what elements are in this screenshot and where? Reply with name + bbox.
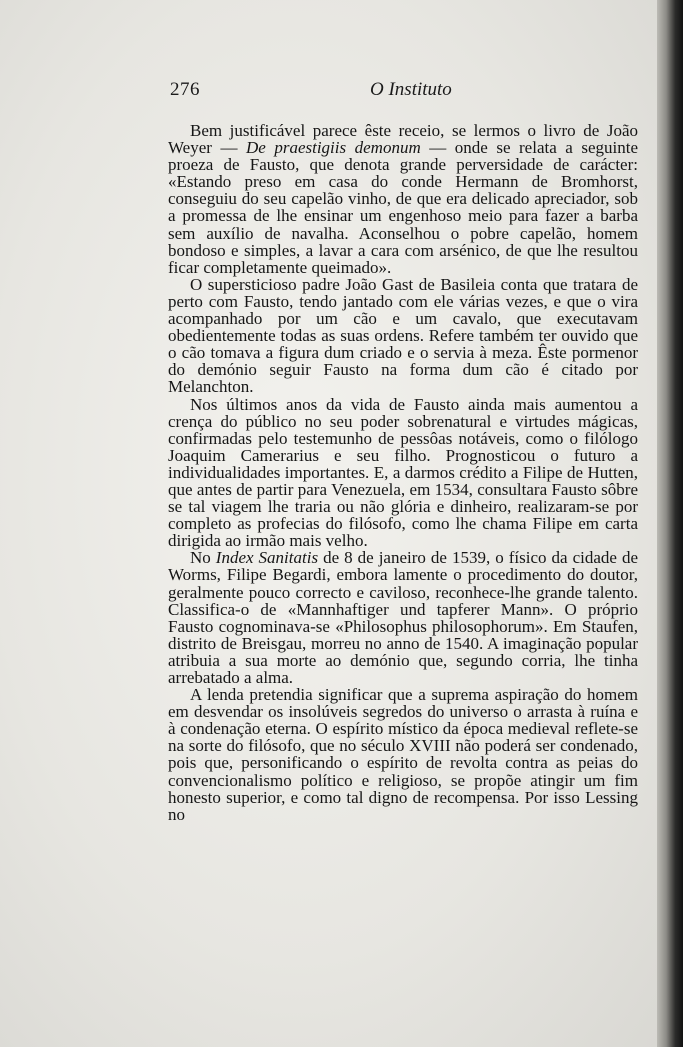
page-header bbox=[170, 79, 640, 103]
running-title: O Instituto bbox=[370, 79, 452, 100]
text-segment: O supersticioso padre João Gast de Basileia conta que tratara de perto com Fausto, tendo jantado com ele várias vezes, e que o vira acompanhado por um cão e um cavalo, que executavam obedientemente todas as suas ordens. Refere também ter ouvido que o cão tomava a figura dum criado e o servia à meza. Êste pormenor do demónio seguir Fausto na forma dum cão é citado por Melanchton. bbox=[168, 274, 638, 397]
book-binding-shadow bbox=[657, 0, 683, 1047]
text-segment: Bem justificável parece êste receio, se lermos o livro de João Weyer — bbox=[168, 121, 638, 158]
text-segment: A lenda pretendia significar que a suprema aspiração do homem em desvendar os insolúveis segredos do universo o arrasta à ruína e à condenação eterna. O espírito místico da época medieval reflete-se na sorte do filósofo, que no século XVIII não poderá ser condenado, pois que, personificando o espírito de revolta contra as peias do convencionalismo político e religioso, se propõe atingir um fim honesto superior, e como tal digno de recompensa. Por isso Lessing no bbox=[168, 685, 638, 824]
book-title-italic: De praestigiis demonum bbox=[245, 138, 421, 158]
text-segment: de 8 de janeiro de 1539, o físico da cidade de Worms, Filipe Begardi, embora lamente o procedimento do doutor, geralmente pouco correcto e caviloso, reconhece-lhe grande talento. Classifica-o de «Mannhaftiger und tapferer Mann». O próprio Fausto cognominava-se «Philosophus philosophorum». Em Staufen, distrito de Breisgau, morreu no anno de 1540. A imaginação popular atribuia a sua morte ao demónio que, segundo corria, lhe tinha arrebatado a alma. bbox=[168, 548, 639, 687]
paragraph bbox=[168, 122, 638, 276]
body-text bbox=[168, 122, 638, 823]
text-segment: No bbox=[190, 548, 216, 568]
book-title-italic: Index Sanitatis bbox=[215, 548, 319, 568]
paragraph bbox=[168, 276, 638, 396]
paragraph bbox=[168, 686, 638, 823]
page-number: 276 bbox=[170, 79, 200, 100]
text-segment: — onde se relata a seguinte proeza de Fausto, que denota grande perversidade de carácter: «Estando preso em casa do conde Hermann de Bromhorst, conseguiu do seu capelão vinho, de que era delicado apreciador, sob a promessa de lhe ensinar um engenhoso meio para fazer a barba sem auxílio de navalha. Aconselhou o pobre capelão, homem bondoso e simples, a lavar a cara com arsénico, de que lhe resultou ficar completamente queimado». bbox=[168, 138, 638, 277]
paragraph bbox=[168, 396, 638, 550]
paragraph bbox=[168, 549, 638, 686]
text-segment: Nos últimos anos da vida de Fausto ainda mais aumentou a crença do público no seu poder sobrenatural e virtudes mágicas, confirmadas pelo testemunho de pessôas notáveis, como o filólogo Joaquim Camerarius e seu filho. Prognosticou o futuro a individualidades importantes. E, a darmos crédito a Filipe de Hutten, que antes de partir para Venezuela, em 1534, consultara Fausto sôbre se tal viagem lhe traria ou não glória e dinheiro, realizaram-se por completo as profecias do filósofo, como lhe chama Filipe em carta dirigida ao irmão mais velho. bbox=[168, 394, 638, 551]
